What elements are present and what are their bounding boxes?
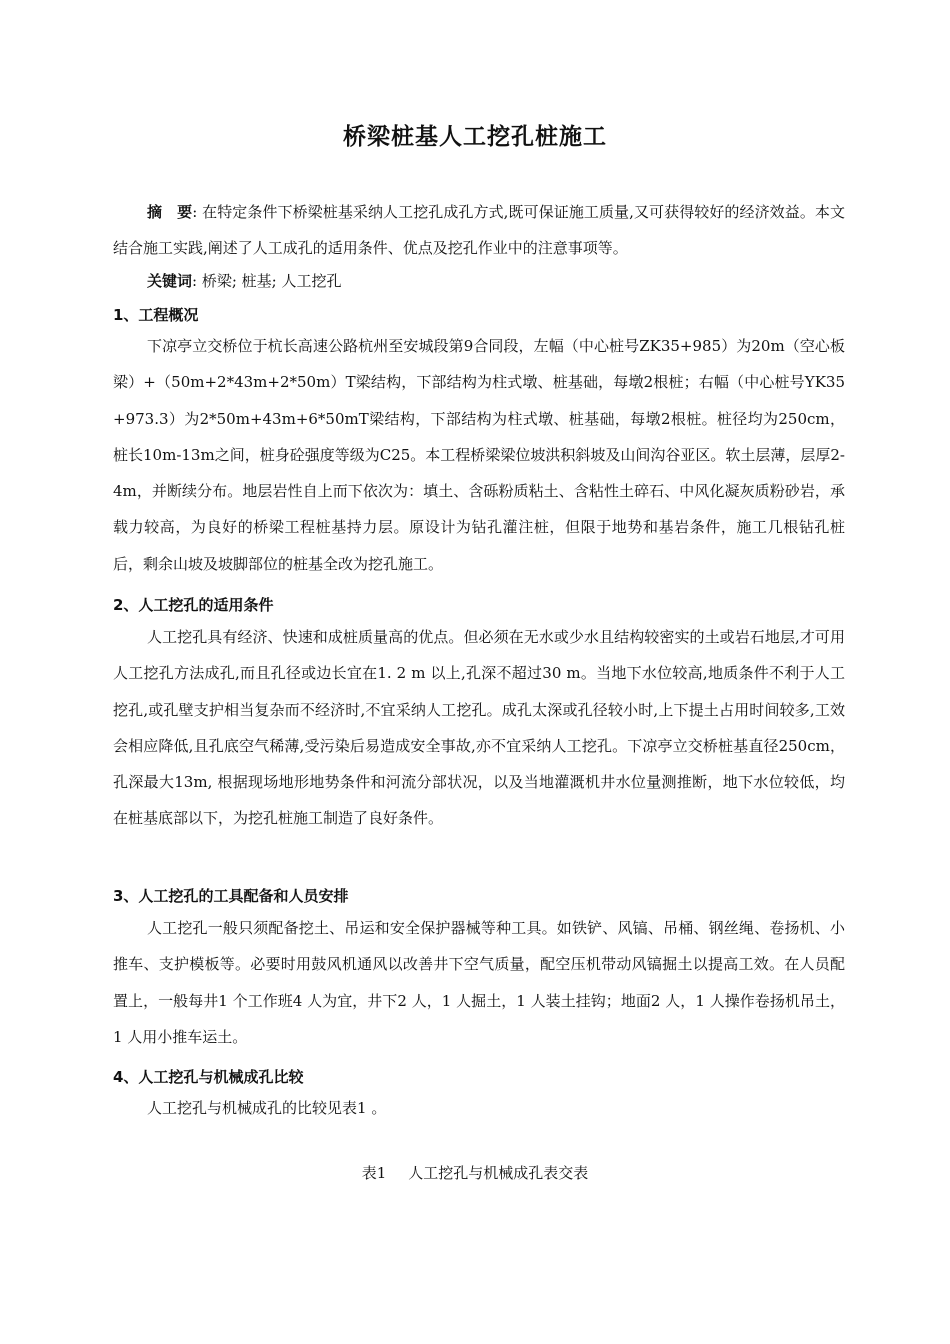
- table-caption-text: 人工挖孔与机械成孔表交表: [408, 1164, 589, 1182]
- section-paragraph-1: 下凉亭立交桥位于杭长高速公路杭州至安城段第9合同段，左幅（中心桩号ZK35+985）为20m（空心板梁）+（50m+2*43m+2*50m）T梁结构，下部结构为柱式墩、桩基础，每墩2根桩；右幅（中心桩号YK35+973.3）为2*50m+43m+6*50mT梁结构，下部结构为柱式墩、桩基础，每墩2根桩。桩径均为250cm，桩长10m-13m之间，桩身砼强度等级为C25。本工程桥梁梁位坡洪积斜坡及山间沟谷亚区。软土层薄，层厚2-4m，并断续分布。地层岩性自上而下依次为：填土、含砾粉质粘土、含粘性土碎石、中风化凝灰质粉砂岩，承载力较高，为良好的桥梁工程桩基持力层。原设计为钻孔灌注桩，但限于地势和基岩条件，施工几根钻孔桩后，剩余山坡及坡脚部位的桩基全改为挖孔施工。: [113, 337, 845, 573]
- abstract-paragraph: [113, 194, 845, 267]
- keywords-paragraph: [113, 263, 845, 299]
- section-heading-3: 3、人工挖孔的工具配备和人员安排: [113, 887, 349, 905]
- table-caption: [0, 1162, 950, 1184]
- abstract-text: : 在特定条件下桥梁桩基采纳人工挖孔成孔方式,既可保证施工质量,又可获得较好的经济效益。本文结合施工实践,阐述了人工成孔的适用条件、优点及挖孔作业中的注意事项等。: [113, 203, 845, 258]
- section-heading-4: 4、人工挖孔与机械成孔比较: [113, 1068, 304, 1086]
- section-paragraph-2: 人工挖孔具有经济、快速和成桩质量高的优点。但必须在无水或少水且结构较密实的土或岩石地层,才可用人工挖孔方法成孔,而且孔径或边长宜在1. 2 m 以上,孔深不超过30 m。当地下水位较高,地质条件不利于人工挖孔,或孔壁支护相当复杂而不经济时,不宜采纳人工挖孔。成孔太深或孔径较小时,上下提土占用时间较多,工效会相应降低,且孔底空气稀薄,受污染后易造成安全事故,亦不宜采纳人工挖孔。下凉亭立交桥桩基直径250cm，孔深最大13m, 根据现场地形地势条件和河流分部状况，以及当地灌溉机井水位量测推断，地下水位较低，均在桩基底部以下，为挖孔桩施工制造了良好条件。: [113, 628, 845, 828]
- document-title: 桥梁桩基人工挖孔桩施工: [343, 124, 607, 150]
- section-heading-1: 1、工程概况: [113, 306, 199, 324]
- keywords-label: 关键词: [147, 272, 193, 290]
- table-caption-number: 表1: [361, 1164, 387, 1182]
- section-paragraph-3: 人工挖孔一般只须配备挖土、吊运和安全保护器械等种工具。如铁铲、风镐、吊桶、钢丝绳、卷扬机、小推车、支护模板等。必要时用鼓风机通风以改善井下空气质量，配空压机带动风镐掘土以提高工效。在人员配置上，一般每井1 个工作班4 人为宜，井下2 人，1 人掘土，1 人装土挂钩；地面2 人，1 人操作卷扬机吊土，1 人用小推车运土。: [113, 919, 845, 1046]
- section-heading-2: 2、人工挖孔的适用条件: [113, 596, 274, 614]
- abstract-label: 摘 要: [147, 203, 193, 221]
- section-paragraph-4: 人工挖孔与机械成孔的比较见表1 。: [147, 1099, 387, 1117]
- keywords-text: : 桥梁; 桩基; 人工挖孔: [192, 272, 342, 290]
